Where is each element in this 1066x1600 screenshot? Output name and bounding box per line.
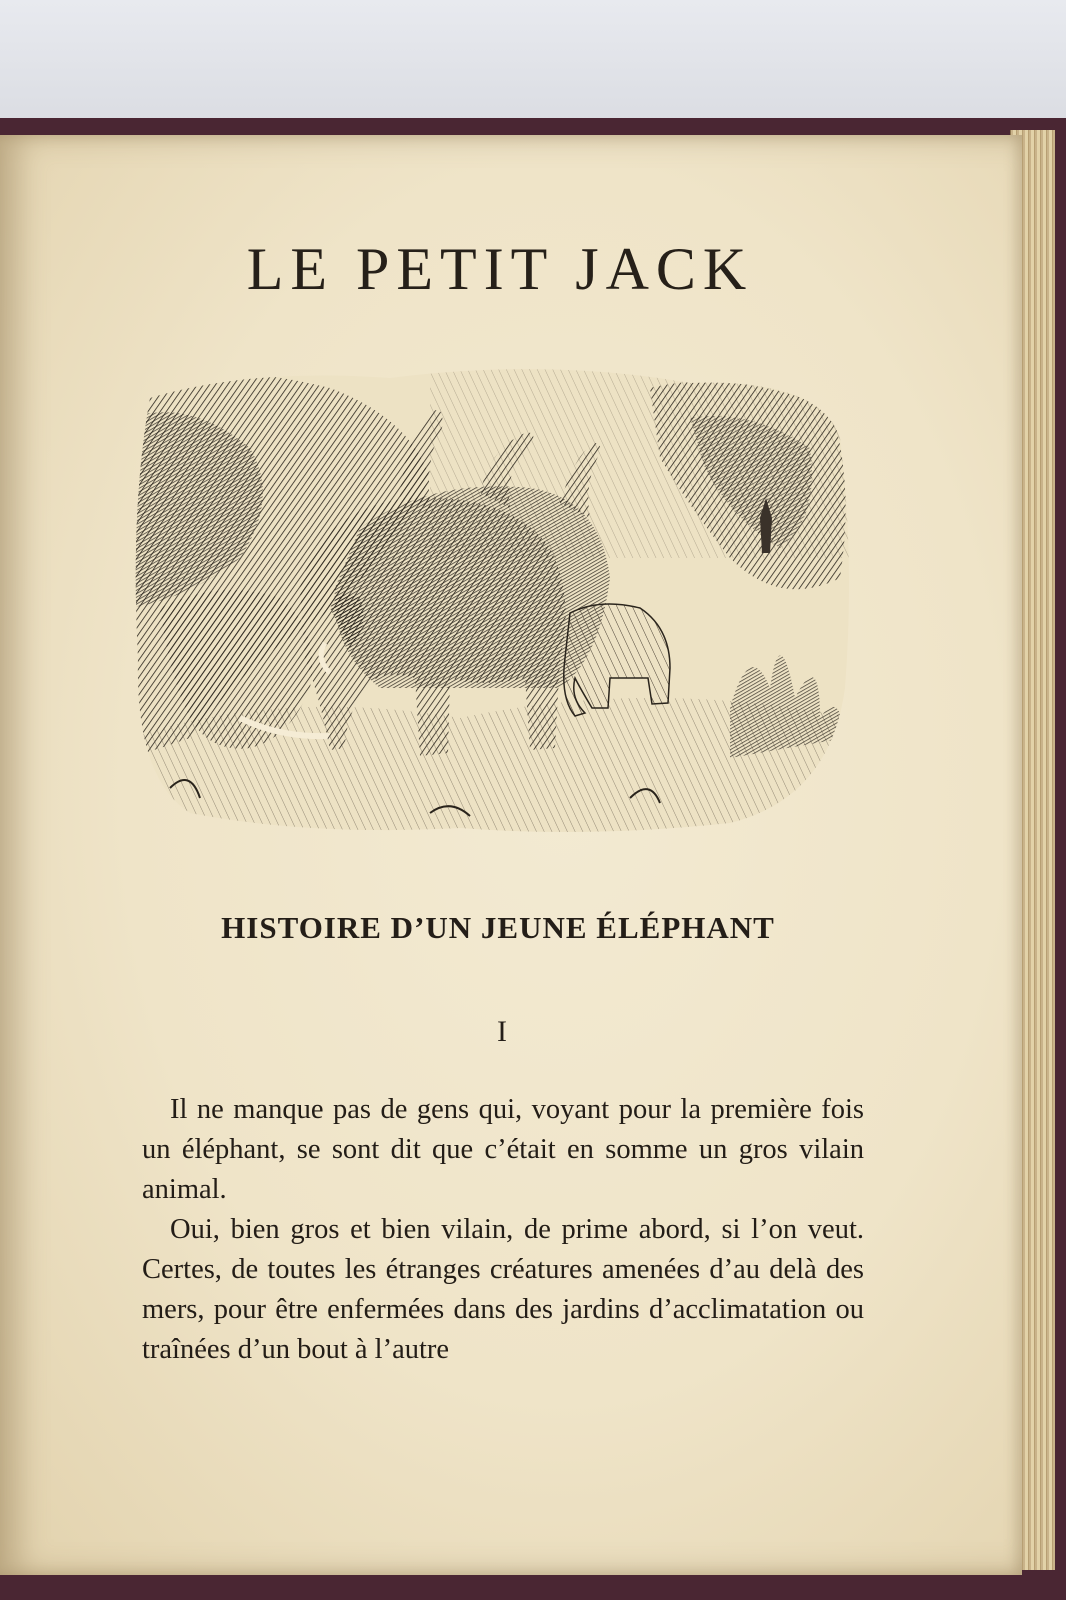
chapter-number: I [497,1015,507,1048]
paragraph-1: Il ne manque pas de gens qui, voyant pour la première fois un éléphant, se sont dit que c’était en somme un gros vilain animal. [142,1094,864,1205]
elephant-herd-engraving-icon [130,358,855,838]
paragraph-2: Oui, bien gros et bien vilain, de prime abord, si l’on veut. Certes, de toutes les étranges créatures amenées d’au delà des mers, pour être enfermées dans des jardins d’acclimatation ou traînées d’un bout à l’autre [142,1214,864,1365]
book-title: LE PETIT JACK [246,236,754,302]
book-subtitle: HISTOIRE D’UN JEUNE ÉLÉPHANT [221,910,775,945]
body-text [142,1090,864,1370]
